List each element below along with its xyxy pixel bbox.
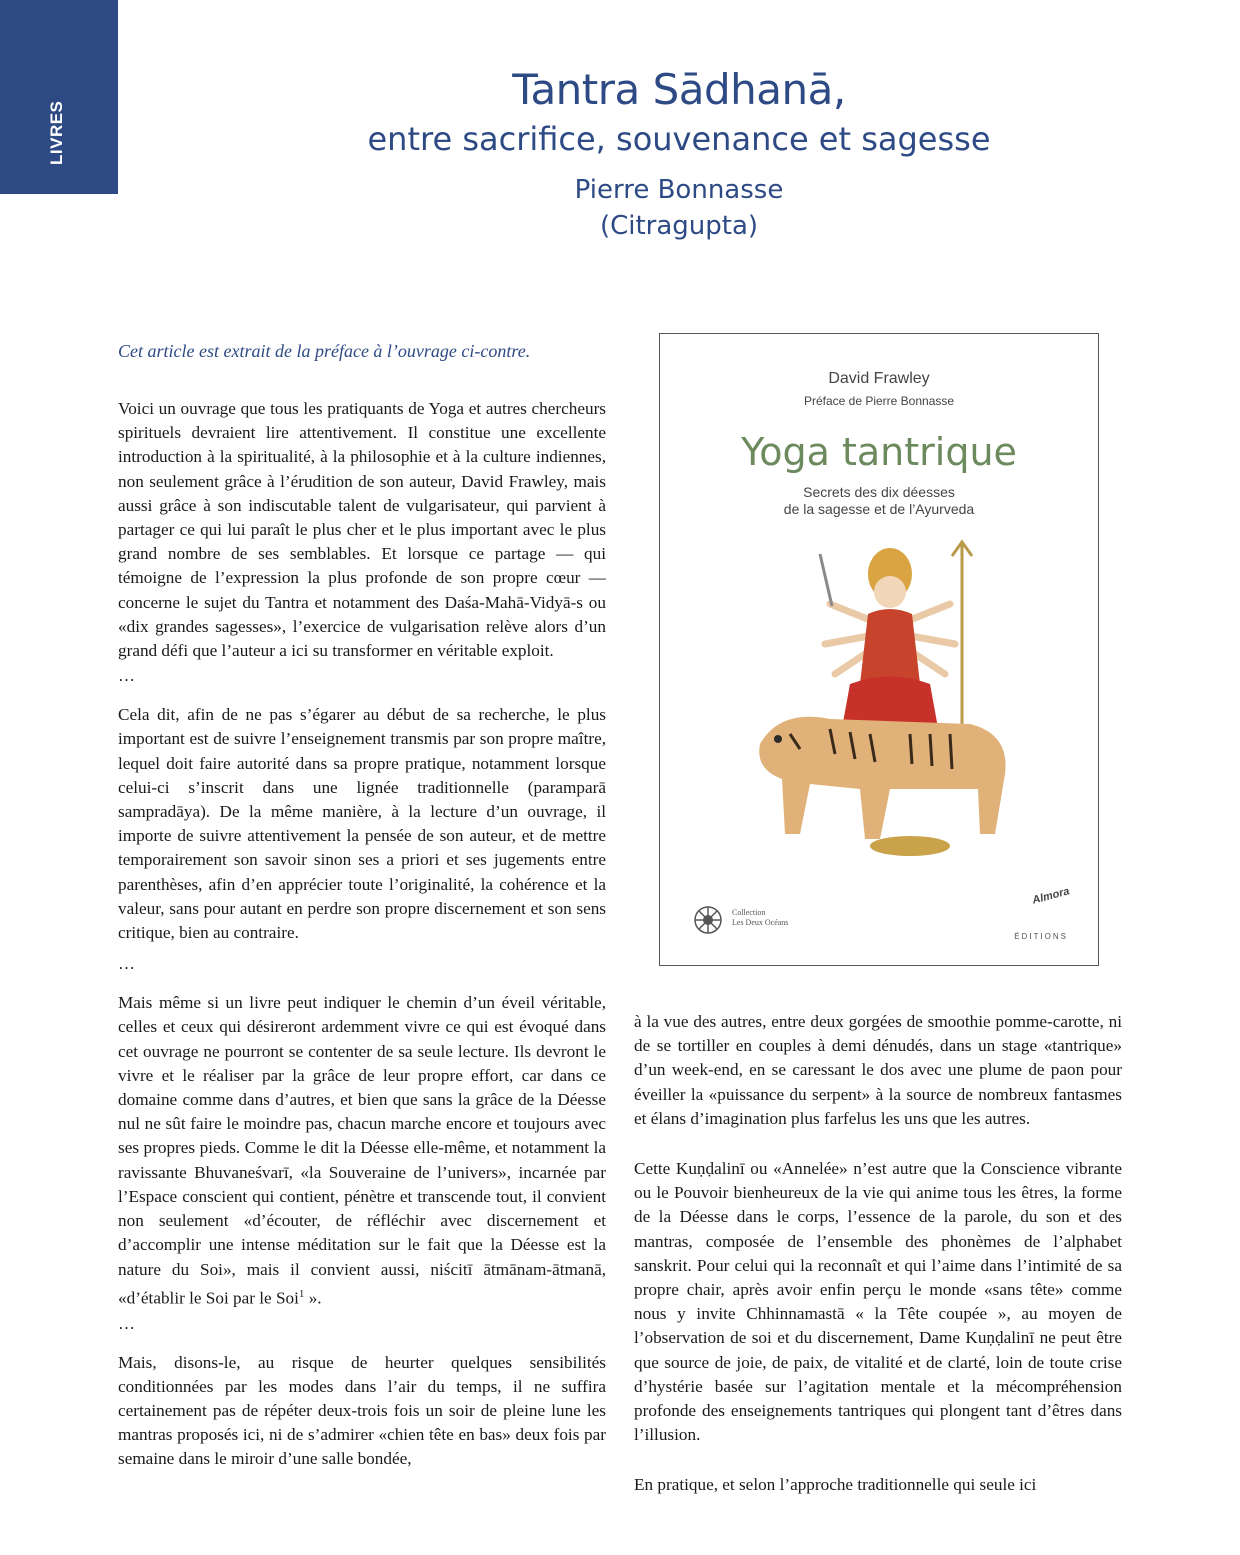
book-subtitle-line1: Secrets des dix déesses [803, 484, 955, 500]
goddess-on-tiger-illustration [740, 534, 1030, 864]
book-cover [659, 333, 1099, 966]
paragraph-3-text: Mais même si un livre peut indiquer le chemin d’un éveil véritable, celles et ceux qui désireront ardemment vivre ce qui est évoqué dans cet ouvrage ne pourront se contenter de sa seule lecture. Ils devront le vivre et le réaliser par la grâce de leur propre effort, car dans ce domaine comme dans d’autres, et bien que sans la grâce de la Déesse nul ne sût faire le moindre pas, chacun marche encore et toujours avec ses propres pieds. Comme le dit la Déesse elle-même, et notamment la ravissante Bhuvaneśvarī, «la Souveraine de l’univers», incarnée par l’Espace conscient qui contient, pénètre et transcende tout, il convient non seulement «d’écouter, de réfléchir avec discernement et d’accomplir une intense méditation sur le fait que la Déesse est la nature du Soi», mais il convient aussi, niścitī ātmānam-ātmanā, «d’établir le Soi par le Soi [118, 993, 606, 1308]
article-title: Tantra Sādhanā, [512, 65, 846, 114]
section-tab-label: LIVRES [47, 100, 66, 165]
paragraph-6: Cette Kuṇḍalinī ou «Annelée» n’est autre que la Conscience vibrante ou le Pouvoir bienheureux de la vie qui anime tous les êtres, la forme de la Déesse dans le corps, l’essence de la parole, du son et des mantras, composée de l’ensemble des phonèmes de l’alphabet sanskrit. Pour celui qui la reconnaît et qui l’aime dans l’intimité de sa propre chair, après avoir enfin perçu le monde «sans tête» comme nous y invite Chhinnamastā « la Tête coupée », au moyen de l’observation de soi et du discernement, Dame Kuṇḍalinī ne peut être que source de joie, de paix, de vitalité et de clarté, loin de toute crise d’hystérie basée sur l’agitation mentale et la mécompréhension profonde des enseignements tantriques qui plongent tant d’êtres dans l’illusion. [634, 1159, 1122, 1445]
collection-seal-icon [692, 904, 724, 936]
article-author [118, 172, 1240, 244]
article-header [118, 64, 1240, 244]
collection-line1: Collection [732, 908, 766, 917]
quote-close: ». [304, 1288, 322, 1308]
paragraph-5: à la vue des autres, entre deux gorgées de smoothie pomme-carotte, ni de se tortiller en couples à demi dénudés, dans un stage «tantrique» d’un week-end, en se caressant le dos avec une plume de paon pour éveiller la «puissance du serpent» à la source de nombreux fantasmes et élans d’imagination plus farfelus les uns que les autres. [634, 1012, 1122, 1128]
section-tab [0, 0, 118, 194]
author-alias: (Citragupta) [599, 211, 759, 241]
paragraph-7: En pratique, et selon l’approche traditionnelle qui seule ici [634, 1475, 1037, 1495]
book-author: David Frawley [828, 370, 930, 387]
paragraph-2: Cela dit, afin de ne pas s’égarer au début de sa recherche, le plus important est de suivre l’enseignement transmis par son propre maître, lequel doit faire autorité dans sa propre pratique, notamment lorsque celui-ci s’inscrit dans une lignée traditionnelle (paramparā sampradāya). De la même manière, à la lecture d’un ouvrage, il importe de suivre attentivement la pensée de son auteur, et de mettre temporairement son savoir sinon ses a priori et ses jugements entre parenthèses, afin d’en apprécier toute l’originalité, la cohérence et la valeur, sans pour autant en perdre son propre discernement et son sens critique, bien au contraire. [118, 705, 606, 943]
ellipsis-3: … [118, 1313, 135, 1333]
column-left [118, 339, 606, 1472]
publisher-label: ÉDITIONS [1014, 932, 1068, 941]
paragraph-1: Voici un ouvrage que tous les pratiquants de Yoga et autres chercheurs spirituels devraient lire attentivement. Il constitue une excellente introduction à la spiritualité, à la philosophie et à la culture indiennes, non seulement grâce à l’érudition de son auteur, David Frawley, mais aussi grâce à son indiscutable talent de vulgarisateur, qui parvient à partager ce qui lui paraît le plus cher et le plus important avec le plus grand nombre de ses semblables. Et lorsque ce partage — qui témoigne de l’expression la plus profonde de son propre cœur — concerne le sujet du Tantra et notamment des Daśa-Mahā-Vidyā-s ou «dix grandes sagesses», l’exercice de vulgarisation relève alors d’un grand défi que l’auteur a ici su transformer en véritable exploit. [118, 399, 606, 661]
book-subtitle-line2: de la sagesse et de l’Ayurveda [783, 501, 975, 517]
book-preface: Préface de Pierre Bonnasse [803, 394, 955, 408]
paragraph-4: Mais, disons-le, au risque de heurter quelques sensibilités conditionnées par les modes dans l’air du temps, il ne suffira certainement pas de répéter deux-trois fois un soir de pleine lune les mantras proposés ici, ni de s’admirer «chien tête en bas» deux fois par semaine dans le miroir d’une salle bondée, [118, 1352, 606, 1469]
column-right [634, 1010, 1122, 1498]
paragraph-3 [118, 991, 606, 1310]
intro-note: Cet article est extrait de la préface à l’ouvrage ci-contre. [118, 341, 531, 361]
publisher-logo: Almora [1031, 885, 1071, 907]
collection-line2: Les Deux Océans [732, 918, 789, 927]
ellipsis-1: … [118, 666, 135, 686]
footnote-ref[interactable]: 1 [298, 1287, 305, 1300]
author-name: Pierre Bonnasse [574, 175, 784, 205]
article-subtitle: entre sacrifice, souvenance et sagesse [367, 120, 991, 158]
book-collection [732, 908, 788, 928]
book-title: Yoga tantrique [741, 430, 1017, 474]
ellipsis-2: … [118, 954, 135, 974]
